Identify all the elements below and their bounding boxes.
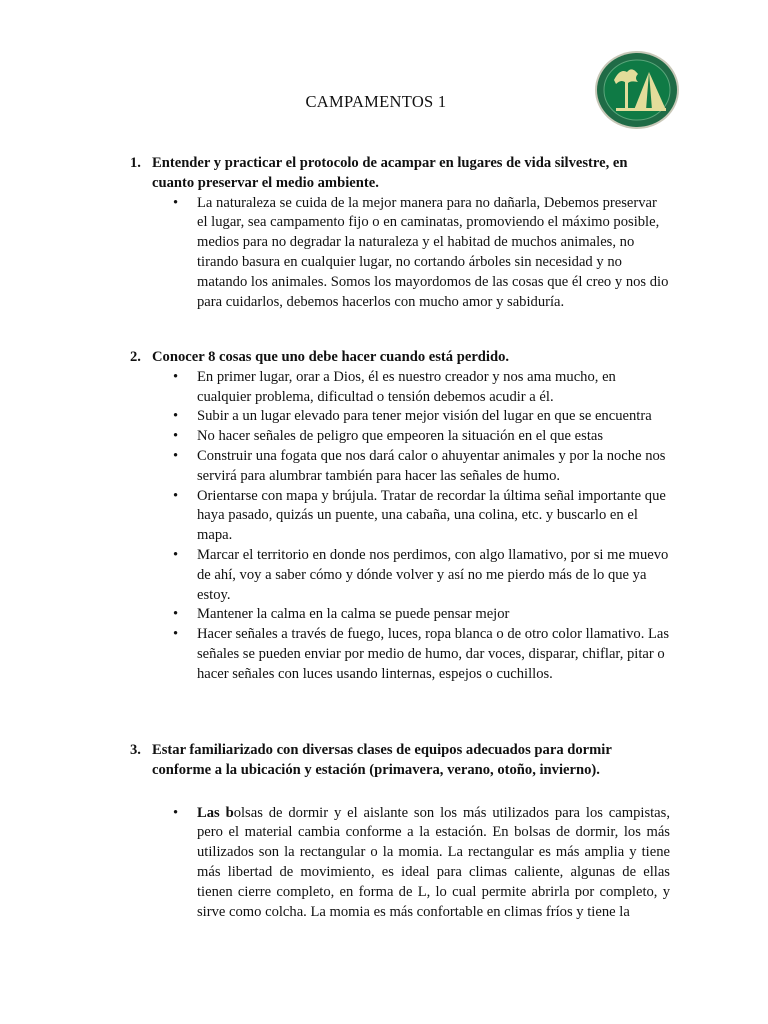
list-item — [173, 407, 670, 427]
list-item-text: No hacer señales de peligro que empeoren la situación en el que estas — [197, 428, 604, 445]
list-item — [173, 447, 670, 487]
section-number: 3. — [130, 742, 141, 758]
bullet-icon: • — [173, 408, 179, 425]
list-item — [173, 804, 670, 923]
section-number: 1. — [130, 155, 141, 171]
list-item-text: olsas de dormir y el aislante son los más utilizados para los campistas, pero el material cambia conforme a la estación. En bolsas de dormir, los más utilizados son la rectangular o la momia. La rectangular es más amplia y tiene más libertad de movimiento, es ideal para climas caliente, algunas de ellas tienen cierre completo, en forma de L, lo cual permite abrirla por completo, y sirve como colcha. La momia es más confortable en climas fríos y tiene la — [197, 804, 670, 920]
section-heading: Estar familiarizado con diversas clases de equipos adecuados para dormir conforme a la ubicación y estación (primavera, verano, otoño, invierno). — [152, 742, 612, 778]
section-heading: Entender y practicar el protocolo de acampar en lugares de vida silvestre, en cuanto preservar el medio ambiente. — [152, 155, 628, 191]
bullet-icon: • — [173, 626, 179, 643]
list-item — [173, 194, 670, 313]
bullet-icon: • — [173, 194, 179, 211]
list-item — [173, 427, 670, 447]
list-item-text: Mantener la calma en la calma se puede pensar mejor — [197, 606, 510, 623]
list-item — [173, 368, 670, 408]
bullet-icon: • — [173, 804, 179, 821]
list-item-text: Orientarse con mapa y brújula. Tratar de recordar la última señal importante que haya pasado, quizás un puente, una cabaña, una colina, etc. y buscarlo en el mapa. — [197, 487, 666, 544]
bullet-icon: • — [173, 447, 179, 464]
list-item-bold-text: Las b — [197, 804, 234, 821]
bullet-icon: • — [173, 368, 179, 385]
section-heading: Conocer 8 cosas que uno debe hacer cuando está perdido. — [152, 349, 510, 365]
bullet-icon: • — [173, 487, 179, 504]
section-2 — [130, 348, 670, 685]
bullet-icon: • — [173, 546, 179, 563]
bullet-list — [130, 194, 670, 313]
list-item-text: En primer lugar, orar a Dios, él es nuestro creador y nos ama mucho, en cualquier problema, dificultad o tensión debemos acudir a él. — [197, 368, 616, 405]
section-number: 2. — [130, 349, 141, 365]
list-item-text: Marcar el territorio en donde nos perdimos, con algo llamativo, por si me muevo de ahí, voy a saber cómo y dónde volver y así no me pierdo más de lo que ya estoy. — [197, 546, 669, 603]
bullet-list — [130, 368, 670, 685]
section-3 — [130, 741, 670, 922]
page-title: CAMPAMENTOS 1 — [305, 92, 447, 111]
campamentos-badge-icon — [594, 50, 680, 130]
list-item — [173, 546, 670, 605]
bullet-list — [130, 804, 670, 923]
section-1 — [130, 154, 670, 312]
list-item — [173, 625, 670, 684]
list-item — [173, 487, 670, 546]
bullet-icon: • — [173, 428, 179, 445]
list-item-text: Construir una fogata que nos dará calor o ahuyentar animales y por la noche nos servirá para alumbrar también para hacer las señales de humo. — [197, 447, 666, 484]
list-item-text: Subir a un lugar elevado para tener mejor visión del lugar en que se encuentra — [197, 408, 652, 425]
list-item-text: Hacer señales a través de fuego, luces, ropa blanca o de otro color llamativo. Las señales se pueden enviar por medio de humo, dar voces, disparar, chiflar, pitar o hacer señales con luces usando linternas, espejos o cuchillos. — [197, 626, 670, 682]
list-item — [173, 605, 670, 625]
bullet-icon: • — [173, 606, 179, 623]
list-item-text: La naturaleza se cuida de la mejor manera para no dañarla, Debemos preservar el lugar, sea campamento fijo o en caminatas, promoviendo el máximo posible, medios para no degradar la naturaleza y el habitad de muchos animales, no tirando basura en cualquier lugar, no cortando árboles sin necesidad y no matando los animales. Somos los mayordomos de las cosas que él creo y nos dio para cuidarlos, debemos hacerlos con mucho amor y sabiduría. — [197, 194, 669, 310]
